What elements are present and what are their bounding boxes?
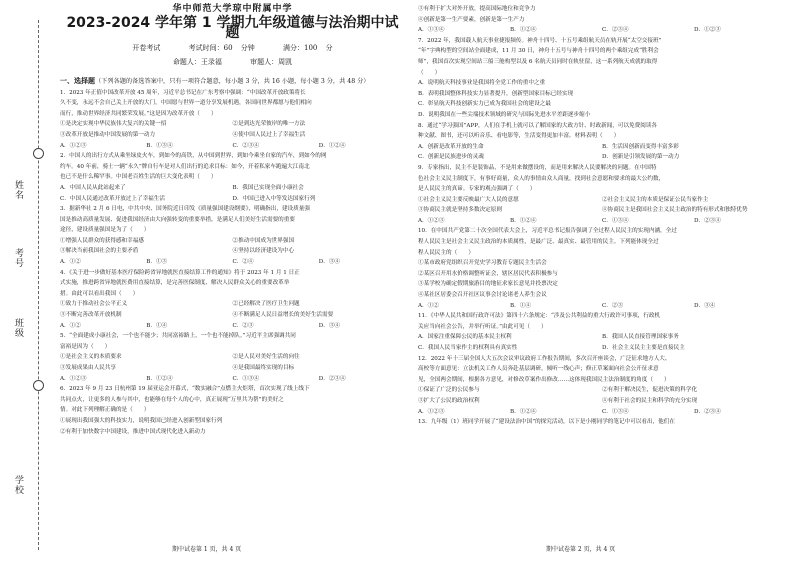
answer-option: C．②③④ bbox=[232, 142, 260, 149]
answer-option: ②已经解决了医疗卫生问题 bbox=[232, 301, 300, 308]
answer-option: D．中国已进入中等发达国家行列 bbox=[232, 195, 316, 202]
option-row bbox=[60, 299, 405, 310]
question-text: 情。对此下列理解正确的是（ ） bbox=[60, 407, 150, 414]
answer-option: C．②③ bbox=[232, 322, 254, 329]
question-text: 关应当向社会公告，并举行听证。”由此可见（ ） bbox=[418, 323, 547, 330]
author: 命题人：王录福 bbox=[172, 58, 222, 67]
question-text: 富裕是因为（ ） bbox=[60, 343, 111, 350]
answer-option: A．中国人民从此站起来了 bbox=[60, 184, 126, 191]
question-stem: 7．2022 年，我国载人航天事业捷报频传。神舟十四号、十五号乘组航天员在轨开展“太空交接班” bbox=[418, 37, 662, 44]
page-footer-right: 期中试卷第 2 页，共 4 页 bbox=[546, 546, 616, 553]
answer-option: ①是决定实现中华民族伟大复兴的关键一招 bbox=[60, 121, 167, 128]
answer-option: C．②④ bbox=[232, 259, 254, 266]
reviewer: 审题人：周凯 bbox=[250, 58, 293, 67]
question-text: ②某区召开用水价格调整听证会，辖区居民代表积极参与 bbox=[418, 270, 558, 277]
answer-option: C．①③④ bbox=[602, 217, 629, 224]
question-text: 程人民民主的（ ） bbox=[418, 249, 474, 256]
right-column bbox=[418, 0, 786, 428]
answer-option: D．③④ bbox=[318, 259, 341, 266]
answer-option: D．①②③ bbox=[694, 27, 721, 34]
question-text: 是人民民主的真谛。专家的观点强调了（ ） bbox=[418, 186, 536, 193]
option-row bbox=[418, 25, 786, 36]
option-row bbox=[60, 246, 405, 257]
answer-option: C．①③④ bbox=[602, 408, 629, 415]
binding-margin bbox=[0, 0, 58, 561]
answer-option: D．③④ bbox=[694, 302, 716, 309]
answer-option: ③发展成果由人民共享 bbox=[60, 365, 116, 371]
answer-option: ④有利于社会的民主和科学的充分实现 bbox=[602, 397, 698, 404]
answer-option: D．③④ bbox=[318, 322, 341, 329]
answer-option: B．①④ bbox=[146, 322, 168, 329]
answer-option: C．①③④ bbox=[232, 375, 260, 382]
question-stem: 2．中国人的出行方式从乘坐绿皮火车，到如今的高铁，从中国到世界，到如今乘坐自家的汽车，到如今的网 bbox=[60, 153, 327, 160]
school-name: 华中师范大学琼中附属中学 bbox=[172, 4, 293, 14]
option-row bbox=[418, 385, 786, 396]
section-heading bbox=[60, 76, 405, 88]
answer-option: A．①②③ bbox=[418, 217, 445, 224]
answer-option: A．国家注重保障公民的基本民主权利 bbox=[418, 334, 512, 341]
answer-option: ②社会主义民主的本质是保证公民当家作主 bbox=[602, 196, 709, 203]
question-text: 国是推动高质量发展、促进我国经济由大向强转变的重要举措，是满足人们美好生活需要的重要 bbox=[60, 216, 295, 223]
option-row bbox=[418, 396, 786, 407]
option-row bbox=[60, 363, 405, 374]
answer-option: ①增强人民群众的获得感和幸福感 bbox=[60, 237, 144, 244]
answer-option: B．①②④ bbox=[510, 27, 537, 34]
option-row bbox=[418, 195, 786, 206]
answer-option: D．②③④ bbox=[318, 375, 346, 382]
question-text: ②有利于加快数字中国建设，推进中国式现代化进入新动力 bbox=[60, 428, 206, 435]
answer-option: B．我国已实现全面小康社会 bbox=[232, 184, 304, 191]
option-row bbox=[60, 257, 405, 268]
option-row bbox=[418, 216, 786, 227]
exam-staff bbox=[60, 57, 405, 68]
answer-option: A．①② bbox=[418, 302, 439, 309]
school-label: 学校 bbox=[13, 475, 23, 495]
answer-option: B．①③ bbox=[146, 259, 168, 266]
question-text: （ ） bbox=[418, 69, 441, 76]
answer-option: D．创新是引领发展的第一动力 bbox=[602, 154, 680, 161]
question-text: A．说明航天科技事业是我国将全党工作的重中之重 bbox=[418, 80, 546, 87]
question-stem: 6．2023 年 9 月 23 日杭州第 19 届亚运会开幕式，“数实融合”点燃主火炬塔，首次实现了线上线下 bbox=[60, 386, 310, 393]
answer-option: ③协商民主就是坚持多数决定原则 bbox=[418, 207, 502, 214]
cut-line bbox=[38, 20, 39, 550]
question-text: 也已不是什么稀罕事。中国老百姓生活的巨大变化表明（ ） bbox=[60, 174, 217, 181]
answer-option: ②是人民对美好生活的向往 bbox=[232, 354, 300, 361]
option-row bbox=[60, 194, 405, 205]
question-text: C．彰显航天科技创新实力已成为我国社会的建设之最 bbox=[418, 101, 551, 108]
option-row bbox=[418, 142, 786, 153]
right-questions bbox=[418, 4, 786, 428]
question-stem: 12．2022 年十三届全国人大五次会议审议政府工作报告期间，多次召开座谈会，广泛征求地方人大、 bbox=[418, 355, 671, 362]
answer-option: D．②③④ bbox=[694, 408, 721, 415]
answer-option: A．①③④ bbox=[418, 27, 445, 34]
option-row bbox=[60, 130, 405, 141]
question-stem: 4．《关于进一步做好基本医疗保险跨省异地就医直接结算工作的通知》将于 2023 年 1 月 1 日正 bbox=[60, 269, 300, 276]
option-row bbox=[60, 119, 405, 130]
question-text: 种文献、图书，还可以听音乐、看电影等，生活变得更加丰富。材料表明（ ） bbox=[418, 133, 620, 140]
answer-option: B．①③④ bbox=[146, 142, 173, 149]
question-text: D．说明我国在一些尖端技术领域的研究与国际先进水平差距逐步缩小 bbox=[418, 111, 591, 118]
answer-option: ①致力于推动社会公平正义 bbox=[60, 301, 128, 308]
option-row bbox=[60, 236, 405, 247]
question-stem: 11．《中华人民共和国行政许可法》第四十六条规定：“涉及公共利益的重大行政许可事项，行政机 bbox=[418, 313, 661, 320]
answer-option: C．②③④ bbox=[602, 27, 629, 34]
question-text: 见，全国两会期间，根据各方意见，对修改草案作出修改……这体现我国民主法治制度的角度（ ） bbox=[418, 376, 670, 383]
question-stem: 13．九年级（1）班同学开展了“建设法治中国”的探究活动，以下是小刚同学的笔记中可以看出，他们在 bbox=[418, 419, 675, 426]
answer-option: ①保证了广泛的公民参与 bbox=[418, 387, 480, 394]
question-text: ④某社区居委会召开社区议事会讨论诸老人养生会议 bbox=[418, 292, 547, 299]
question-text: ①某市政府党组织召开党史学习教育专题民主生活会 bbox=[418, 260, 547, 267]
question-text: 师”，我国首次实现空间站三船三舱构型以及 6 名航天员同时在轨驻留，这一系列航天成就的取得 bbox=[418, 58, 658, 65]
question-stem: 5．“全面建成小康社会，一个也不能少；共同富裕路上，一个也不能掉队。”习近平主席强调共同 bbox=[60, 333, 296, 340]
answer-option: ①是社会主义的本质要求 bbox=[60, 354, 122, 361]
question-stem: 8．通过“学习强国”APP，人们在手机上就可以了解国家的大政方针、时政新闻，可以免费阅读各 bbox=[418, 122, 658, 129]
name-label: 姓名 bbox=[13, 180, 23, 200]
left-column bbox=[60, 0, 405, 437]
answer-option: D．②③④ bbox=[694, 217, 721, 224]
option-row bbox=[60, 310, 405, 321]
answer-option: B．①②④ bbox=[510, 217, 537, 224]
question-text: 途径，建设质量强国是为了（ ） bbox=[60, 227, 150, 234]
answer-option: ③改革开放是推动中国发展的第一动力 bbox=[60, 131, 156, 138]
option-row bbox=[60, 374, 405, 385]
answer-option: ④坚持以经济建设为中心 bbox=[232, 248, 295, 255]
answer-option: B．①②④ bbox=[146, 375, 173, 382]
binding-hole bbox=[33, 148, 44, 159]
option-row bbox=[60, 141, 405, 152]
class-label: 班级 bbox=[13, 318, 23, 338]
question-text: 共同点火，让更多的人参与其中，也能够在每个人的心中，真正展现“万里共为帮”的美好之 bbox=[60, 396, 284, 403]
section-instructions: （下列各题的备选答案中，只有一项符合题意，每小题 3 分，共 16 小题，每小题 3 分，共 48 分） bbox=[95, 77, 370, 85]
answer-option: ③解决当前我国社会的主要矛盾 bbox=[60, 248, 139, 255]
option-row bbox=[418, 343, 786, 354]
option-row bbox=[418, 205, 786, 216]
page-footer-left: 期中试卷第 1 页，共 4 页 bbox=[172, 546, 242, 553]
answer-option: ②推动中国成为世界强国 bbox=[232, 237, 295, 244]
answer-option: B．生活因创新而变得丰富多彩 bbox=[602, 143, 679, 150]
answer-option: C．创新是民族进步的灵魂 bbox=[418, 154, 484, 161]
option-row bbox=[60, 352, 405, 363]
option-row bbox=[418, 407, 786, 418]
answer-option: ②有利于解决民生，促进决策的科学化 bbox=[602, 387, 698, 394]
option-row bbox=[418, 332, 786, 343]
answer-option: ①社会主义民主要反映最广大人民的意愿 bbox=[418, 196, 519, 203]
exam-score: 满分：100 分 bbox=[283, 43, 333, 52]
question-text: 久不变，永远不会自己关上开放的大门，中国愿与世界一道分享发展机遇，各国同世界都愿与他们相向 bbox=[60, 100, 312, 107]
question-text: 约车。40 年前，骑士一辆“永久”牌自行车是对人们出行的追求目标：如今，开着私家车跑遍大江南北 bbox=[60, 163, 310, 170]
option-row bbox=[418, 152, 786, 163]
section-title: 一、选择题 bbox=[60, 75, 95, 85]
answer-option: A．①②③ bbox=[418, 408, 445, 415]
question-text: ③某学校为确定假期旅游目的地征求家长意见并投票决定 bbox=[418, 281, 558, 288]
question-text: 措。由此可以看出我国（ ） bbox=[60, 290, 139, 297]
answer-option: ④不断满足人民日益增长的美好生活需要 bbox=[232, 312, 334, 319]
binding-hole bbox=[33, 380, 44, 391]
answer-option: B．①②④ bbox=[510, 408, 537, 415]
option-row bbox=[60, 183, 405, 194]
question-stem: 9．专家指出，民主不是装饰品，不是用来做摆设的，而是用来解决人民要解决的问题。在中国特 bbox=[418, 164, 657, 171]
question-stem: 1．2023 年正值中国改革开放 45 周年，习近平总书记在广东考察中强调：“中国改革开放政策将长 bbox=[60, 89, 306, 96]
answer-option: D．社会主义民主主要是直接民主 bbox=[602, 345, 685, 351]
question-text: 程人民民主是社会主义民主政治的本质属性，是最广泛、最真实、最管用的民主。下列能体现全过 bbox=[418, 239, 659, 246]
answer-option: D．①②④ bbox=[318, 142, 346, 149]
question-text: B．表明我国整体科技实力显著提升，创新型国家目标已经实现 bbox=[418, 90, 574, 97]
answer-option: ④是我国最终实现的目标 bbox=[232, 365, 295, 371]
exam-duration: 考试时间：60 分钟 bbox=[188, 43, 255, 52]
left-questions bbox=[60, 76, 405, 437]
answer-option: C．②③ bbox=[602, 302, 624, 309]
question-text: 高校等方面意见：立法机关工作人员奔赴基层调研，倾听一线心声；修正草案面向社会公开征求意 bbox=[418, 366, 659, 373]
paper-title: 2023-2024 学年第 1 学期九年级道德与法治期中试题 bbox=[66, 14, 399, 42]
question-text: ③有利于扩大对外开放，提高国际地位和竞争力 bbox=[418, 6, 536, 12]
answer-option: A．①②③ bbox=[60, 375, 87, 382]
question-text: “年”字典构型的空间站全面建成，11 月 30 日，神舟十五号与神舟十四号的两个乘组完成“胜利会 bbox=[418, 48, 659, 55]
exam-number-label: 考号 bbox=[13, 248, 23, 268]
answer-option: ④使中国人民过上了幸福生活 bbox=[232, 131, 306, 138]
answer-option: C．我国人民当家作主的权利具有真实性 bbox=[418, 345, 518, 351]
answer-option: C．中国人民通过改革开放过上了幸福生活 bbox=[60, 195, 165, 202]
answer-option: B．我国人民直接管理国家事务 bbox=[602, 334, 679, 341]
question-text: ①展现出我国强大的科技实力，说明我国已经进入创新型国家行列 bbox=[60, 417, 223, 424]
exam-info bbox=[60, 43, 405, 54]
option-row bbox=[418, 301, 786, 312]
answer-option: A．①②③ bbox=[60, 142, 87, 149]
answer-option: A．①② bbox=[60, 322, 81, 329]
answer-option: ③扩大了公民的政治权利 bbox=[418, 397, 480, 404]
question-stem: 3．据新华社 2 月 6 日电，中共中央、国务院近日印发《质量强国建设纲要》，明确指出，建设质量强 bbox=[60, 206, 310, 213]
answer-option: ②是到达光荣彼岸的唯一方法 bbox=[232, 121, 306, 128]
answer-option: B．①④ bbox=[510, 302, 531, 309]
answer-option: ④协商民主是我国社会主义民主政治的特有形式和独特优势 bbox=[602, 207, 748, 214]
exam-mode: 开卷考试 bbox=[132, 43, 161, 52]
option-row bbox=[60, 321, 405, 332]
answer-option: A．①② bbox=[60, 259, 81, 266]
answer-option: ③不断完善改革开放机制 bbox=[60, 312, 122, 319]
answer-option: A．创新是改革开放的生命 bbox=[418, 143, 484, 150]
question-text: 色社会主义民主制度下，有事好商量，众人的事情由众人商量，找到社会意愿和要求的最大公约数， bbox=[418, 175, 665, 182]
question-text: 式实施，推进跨省异地就医费用直接结算，是完善医保制度、解决人民群众关心的重要改革举 bbox=[60, 280, 290, 287]
question-stem: 10．在中国共产党第二十次全国代表大会上，习近平总书记报告强调了全过程人民民主的实现内涵，全过 bbox=[418, 228, 677, 235]
question-text: ④创新是第一生产要素，创新是第一生产力 bbox=[418, 16, 525, 23]
question-text: 而行，推动世界经济共同繁荣发展。”这是因为改革开放（ ） bbox=[60, 110, 217, 117]
